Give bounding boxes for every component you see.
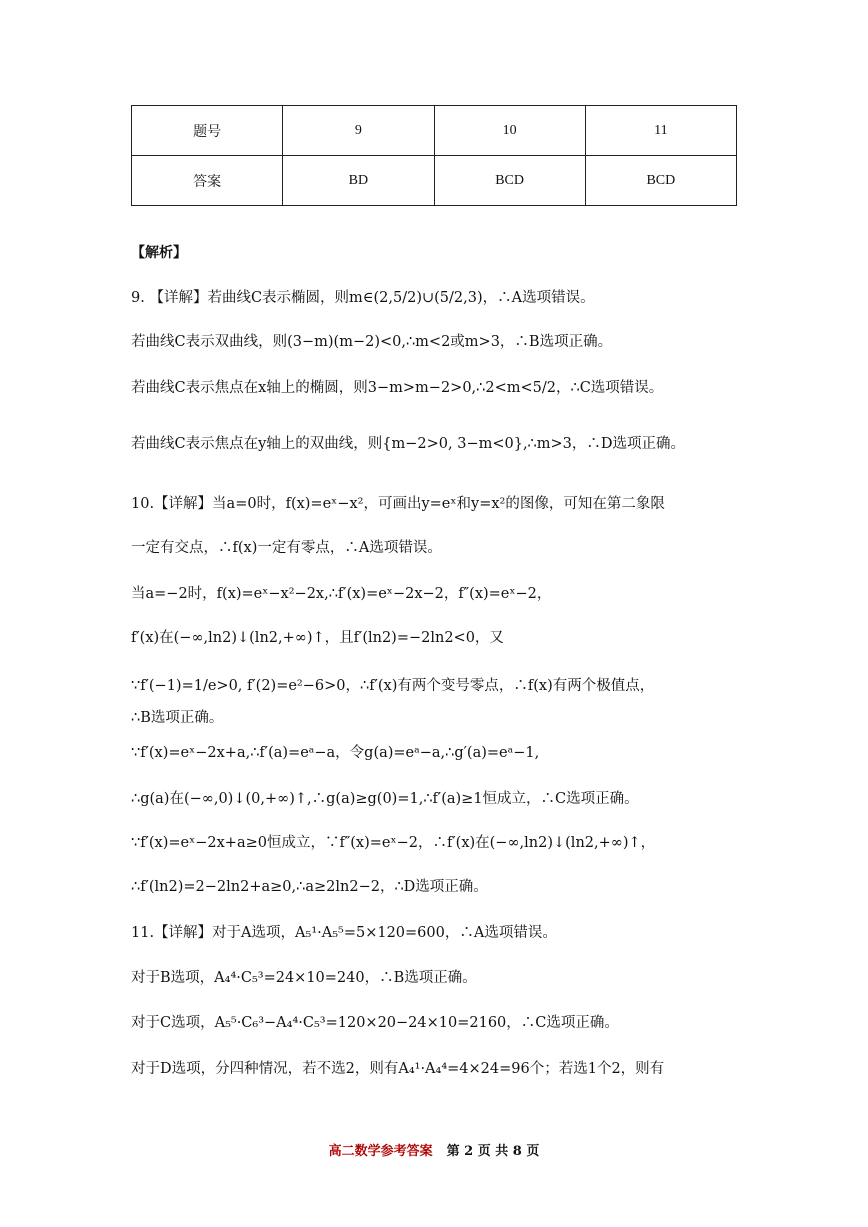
solution-line: 若曲线C表示焦点在y轴上的双曲线，则{m−2>0, 3−m<0},∴m>3，∴D选项正确。 (131, 436, 686, 452)
table-cell: BCD (434, 156, 585, 206)
table-row (132, 106, 737, 156)
solution-line: 10.【详解】当a=0时，f(x)=eˣ−x²，可画出y=eˣ和y=x²的图像，可知在第二象限 (131, 496, 665, 512)
table-row (132, 156, 737, 206)
solution-line: 若曲线C表示双曲线，则(3−m)(m−2)<0,∴m<2或m>3，∴B选项正确。 (131, 334, 613, 350)
solution-line: 对于D选项，分四种情况，若不选2，则有A₄¹·A₄⁴=4×24=96个；若选1个2，则有 (131, 1061, 665, 1077)
table-cell: 10 (434, 106, 585, 156)
solution-line: f′(x)在(−∞,ln2)↓(ln2,+∞)↑，且f′(ln2)=−2ln2<0，又 (131, 630, 504, 646)
solution-line: 9. 【详解】若曲线C表示椭圆，则m∈(2,5/2)∪(5/2,3)，∴A选项错误。 (131, 290, 595, 306)
page-number: 第 2 页 共 8 页 (446, 1144, 540, 1159)
solution-line: ∴f′(ln2)=2−2ln2+a≥0,∴a≥2ln2−2，∴D选项正确。 (131, 879, 488, 895)
solution-line: ∵f′(x)=eˣ−2x+a,∴f′(a)=eᵃ−a，令g(a)=eᵃ−a,∴g′(a)=eᵃ−1, (131, 745, 540, 761)
solution-line: ∴B选项正确。 (131, 710, 224, 726)
table-cell: 9 (283, 106, 434, 156)
answer-table (131, 105, 737, 206)
table-cell: 答案 (132, 156, 283, 206)
section-heading: 【解析】 (131, 245, 187, 261)
table-cell: 题号 (132, 106, 283, 156)
solution-line: 对于C选项，A₅⁵·C₆³−A₄⁴·C₅³=120×20−24×10=2160，∴C选项正确。 (131, 1015, 619, 1031)
solution-line: ∴g(a)在(−∞,0)↓(0,+∞)↑,∴g(a)≥g(0)=1,∴f′(a)≥1恒成立，∴C选项正确。 (131, 791, 639, 807)
table-cell: 11 (585, 106, 736, 156)
solution-line: 11.【详解】对于A选项，A₅¹·A₅⁵=5×120=600，∴A选项错误。 (131, 925, 557, 941)
solution-line: 对于B选项，A₄⁴·C₅³=24×10=240，∴B选项正确。 (131, 970, 477, 986)
solution-line: 一定有交点，∴f(x)一定有零点，∴A选项错误。 (131, 540, 442, 556)
solution-line: ∵f′(x)=eˣ−2x+a≥0恒成立，∵f″(x)=eˣ−2，∴f′(x)在(−∞,ln2)↓(ln2,+∞)↑， (131, 835, 656, 851)
table-cell: BCD (585, 156, 736, 206)
solution-line: 若曲线C表示焦点在x轴上的椭圆，则3−m>m−2>0,∴2<m<5/2，∴C选项错误。 (131, 380, 664, 396)
page-footer (0, 1140, 868, 1159)
solution-line: 当a=−2时，f(x)=eˣ−x²−2x,∴f′(x)=eˣ−2x−2，f″(x)=eˣ−2， (131, 586, 552, 602)
footer-title: 高二数学参考答案 (328, 1144, 433, 1159)
solution-line: ∵f′(−1)=1/e>0, f′(2)=e²−6>0，∴f′(x)有两个变号零点，∴f(x)有两个极值点， (131, 678, 655, 694)
table-cell: BD (283, 156, 434, 206)
